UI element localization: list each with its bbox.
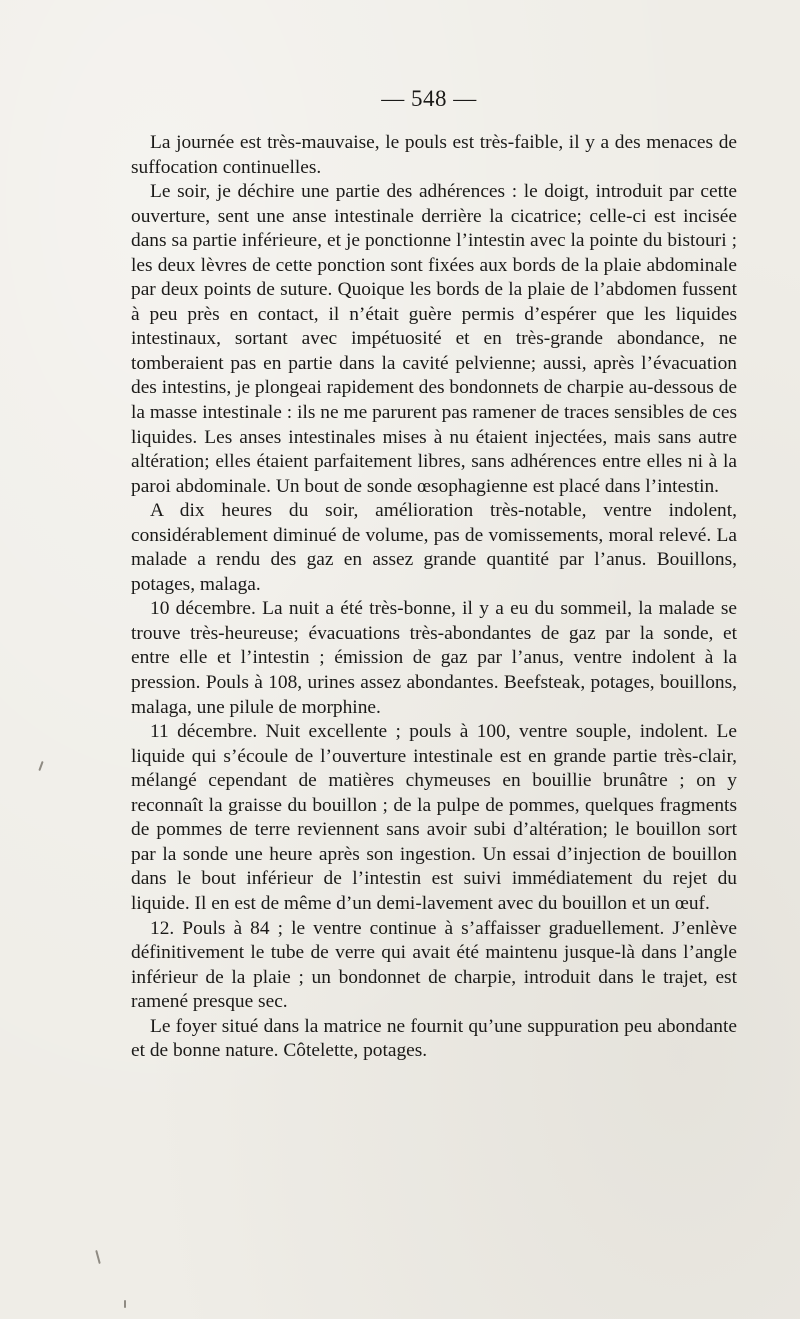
paragraph-6: 12. Pouls à 84 ; le ventre continue à s’affaisser graduellement. J’enlève définitivement le tube de verre qui avait été maintenu jusque-là dans l’angle inférieur de la plaie ; un bondonnet de charpie, introduit dans le trajet, est ramené presque sec.: [131, 917, 737, 1013]
paper-speck: [124, 1300, 126, 1308]
page-number: — 548 —: [381, 86, 477, 111]
paper-speck: [95, 1250, 101, 1264]
body-text: [131, 131, 737, 1064]
paragraph-2: Le soir, je déchire une partie des adhérences : le doigt, introduit par cette ouverture, sent une anse intestinale derrière la cicatrice; celle-ci est incisée dans sa partie inférieure, et je ponctionne l’intestin avec la pointe du bistouri ; les deux lèvres de cette ponction sont fixées aux bords de la plaie abdominale par deux points de suture. Quoique les bords de la plaie de l’abdomen fussent à peu près en contact, il n’était guère permis d’espérer que les liquides intestinaux, sortant avec impétuosité et en très-grande abondance, ne tomberaient pas en partie dans la cavité pelvienne; aussi, après l’évacuation des intestins, je plongeai rapidement des bondonnets de charpie au-dessous de la masse intestinale : ils ne me parurent pas ramener de traces sensibles de ces liquides. Les anses intestinales mises à nu étaient injectées, mais sans autre altération; elles étaient parfaitement libres, sans adhérences entre elles ni à la paroi abdominale. Un bout de sonde œsophagienne est placé dans l’intestin.: [131, 181, 737, 497]
paragraph-1: La journée est très-mauvaise, le pouls est très-faible, il y a des menaces de suffocation continuelles.: [131, 132, 737, 178]
paragraph-4: 10 décembre. La nuit a été très-bonne, il y a eu du sommeil, la malade se trouve très-heureuse; évacuations très-abondantes de gaz par la sonde, et entre elle et l’intestin ; émission de gaz par l’anus, ventre indolent à la pression. Pouls à 108, urines assez abondantes. Beefsteak, potages, bouillons, malaga, une pilule de morphine.: [131, 598, 737, 718]
paragraph-3: A dix heures du soir, amélioration très-notable, ventre indolent, considérablement diminué de volume, pas de vomissements, moral relevé. La malade a rendu des gaz en assez grande quantité par l’anus. Bouillons, potages, malaga.: [131, 500, 737, 595]
paragraph-7: Le foyer situé dans la matrice ne fournit qu’une suppuration peu abondante et de bonne nature. Côtelette, potages.: [131, 1015, 737, 1062]
paragraph-5: 11 décembre. Nuit excellente ; pouls à 100, ventre souple, indolent. Le liquide qui s’écoule de l’ouverture intestinale est en grande partie très-clair, mélangé cependant de matières chymeuses en bouillie brunâtre ; on y reconnaît la graisse du bouillon ; de la pulpe de pommes, quelques fragments de pommes de terre reviennent sans avoir subi d’altération; le bouillon sort par la sonde une heure après son ingestion. Un essai d’injection de bouillon dans le bout inférieur de l’intestin est suivi immédiatement du rejet du liquide. Il en est de même d’un demi-lavement avec du bouillon et un œuf.: [131, 721, 737, 914]
paper-speck: [38, 761, 43, 771]
